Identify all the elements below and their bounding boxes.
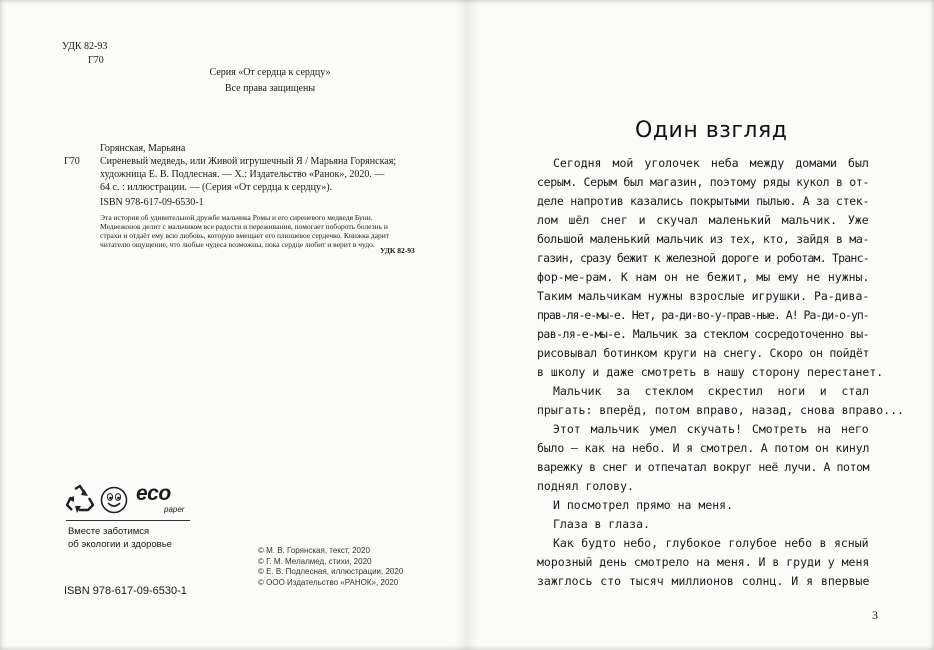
divider (66, 520, 190, 521)
text-line: прыгать: вперёд, потом вправо, назад, снова вправо... (537, 403, 904, 417)
copyright-line: © Е. В. Подлесная, иллюстрации, 2020 (258, 567, 404, 576)
isbn-record: ISBN 978-617-09-6530-1 (100, 197, 204, 208)
text-line: Сегодня мой уголочек неба между домами был (553, 156, 869, 170)
text-line: Мальчик за стеклом скрестил ноги и стал (553, 384, 870, 398)
annotation-line: читателю ощущение, что любые чудеса возможны, пока сердце любит и верит в чудо. (100, 240, 375, 249)
author-name: Горянская, Марьяна (100, 143, 186, 154)
text-line: газин, сразу бежит к железной дороге и роботам. Транс- (537, 251, 869, 265)
series-name: Серия «От сердца к сердцу» (209, 67, 331, 78)
text-line: И посмотрел прямо на меня. (553, 498, 734, 512)
text-line: деле напротив казались покрытыми пылью. А за стек- (537, 194, 870, 208)
chapter-text (537, 154, 904, 591)
isbn-bottom: ISBN 978-617-09-6530-1 (64, 585, 187, 597)
text-line: Таким мальчикам нужны взрослые игрушки. Ра-дива- (537, 289, 870, 303)
page-number: 3 (872, 608, 878, 622)
chapter-title: Один взгляд (635, 118, 788, 143)
text-line: Как будто небо, глубокое голубое небо в ясный (553, 536, 869, 550)
rights-notice: Все права защищены (224, 83, 316, 94)
copyright-line: © М. В. Горянская, текст, 2020 (258, 546, 370, 555)
recycle-icon (64, 484, 96, 514)
eco-slogan-line: Вместе заботимся (68, 526, 150, 537)
text-line: поднял голову. (537, 479, 634, 493)
bib-line: 64 с. : иллюстрации. — (Серия «От сердца к сердцу»). (100, 182, 333, 193)
text-line: было — как на небо. И я смотрел. А потом он кинул (537, 441, 870, 455)
text-line: рав-ля-е-мы-е. Мальчик за стеклом сосредоточенно вы- (537, 327, 870, 341)
text-line: в школу и даже смотреть в нашу сторону перестанет. (537, 365, 884, 379)
text-line: большой маленький мальчик из тех, кто, зайдя в ма- (537, 232, 870, 246)
bib-line: Сиреневый медведь, или Живой игрушечный Я / Марьяна Горянская; (100, 156, 397, 167)
text-line: Этот мальчик умел скучать! Смотреть на него (553, 422, 869, 436)
author-mark-left: Г70 (64, 156, 80, 167)
text-line: фор-ме-рам. К нам он не бежит, мы ему не нужны. (537, 270, 870, 284)
udk-code-bottom: УДК 82-93 (380, 246, 415, 255)
author-mark: Г70 (88, 55, 104, 66)
copyright-line: © ООО Издательство «РАНОК», 2020 (258, 577, 399, 587)
text-line: рисовывал ботинком круги на снегу. Скоро он пойдёт (537, 346, 870, 360)
copyright-block (258, 546, 403, 588)
bibliographic-record (100, 155, 438, 194)
text-line: морозный день смотрело на меня. И в груди у меня (537, 555, 870, 569)
bib-line: художница Е. В. Подлесная. — Х.: Издательство «Ранок», 2020. — (100, 169, 385, 180)
text-line: прав-ля-е-мы-е. Нет, ра-ди-во-у-прав-ные. А! Ра-ди-о-уп- (537, 308, 869, 322)
eco-word: eco (136, 482, 171, 505)
text-line: серым. Серым был магазин, поэтому ряды кукол в от- (537, 175, 870, 189)
text-line: зажглось сто тысяч миллионов солнц. И я впервые (537, 574, 870, 588)
annotation (100, 213, 438, 249)
udk-code: УДК 82-93 (62, 41, 108, 52)
text-line: варежку в снег и отпечатал вокруг неё лучи. А потом (537, 460, 870, 474)
annotation-line: Эта история об удивительной дружбе мальчика Ромы и его сиреневого медведя Буни. (100, 213, 373, 222)
text-line: лом шёл снег и скучал маленький мальчик. Уже (537, 213, 869, 227)
eco-slogan-line: об экологии и здоровье (68, 539, 172, 550)
story-page (467, 0, 934, 650)
smiley-icon (100, 486, 128, 514)
paper-word: paper (164, 505, 185, 514)
annotation-line: страхи и отдаёт ему всю любовь, которую вмещает его плюшевое сердечко. Книжка дарит (100, 231, 390, 240)
text-line: Глаза в глаза. (553, 517, 650, 531)
copyright-line: © Г. М. Мелалмед, стихи, 2020 (258, 556, 372, 566)
annotation-line: Медвежонок делит с мальчиком все радости и переживания, помогает побороть болезнь и (100, 222, 388, 231)
